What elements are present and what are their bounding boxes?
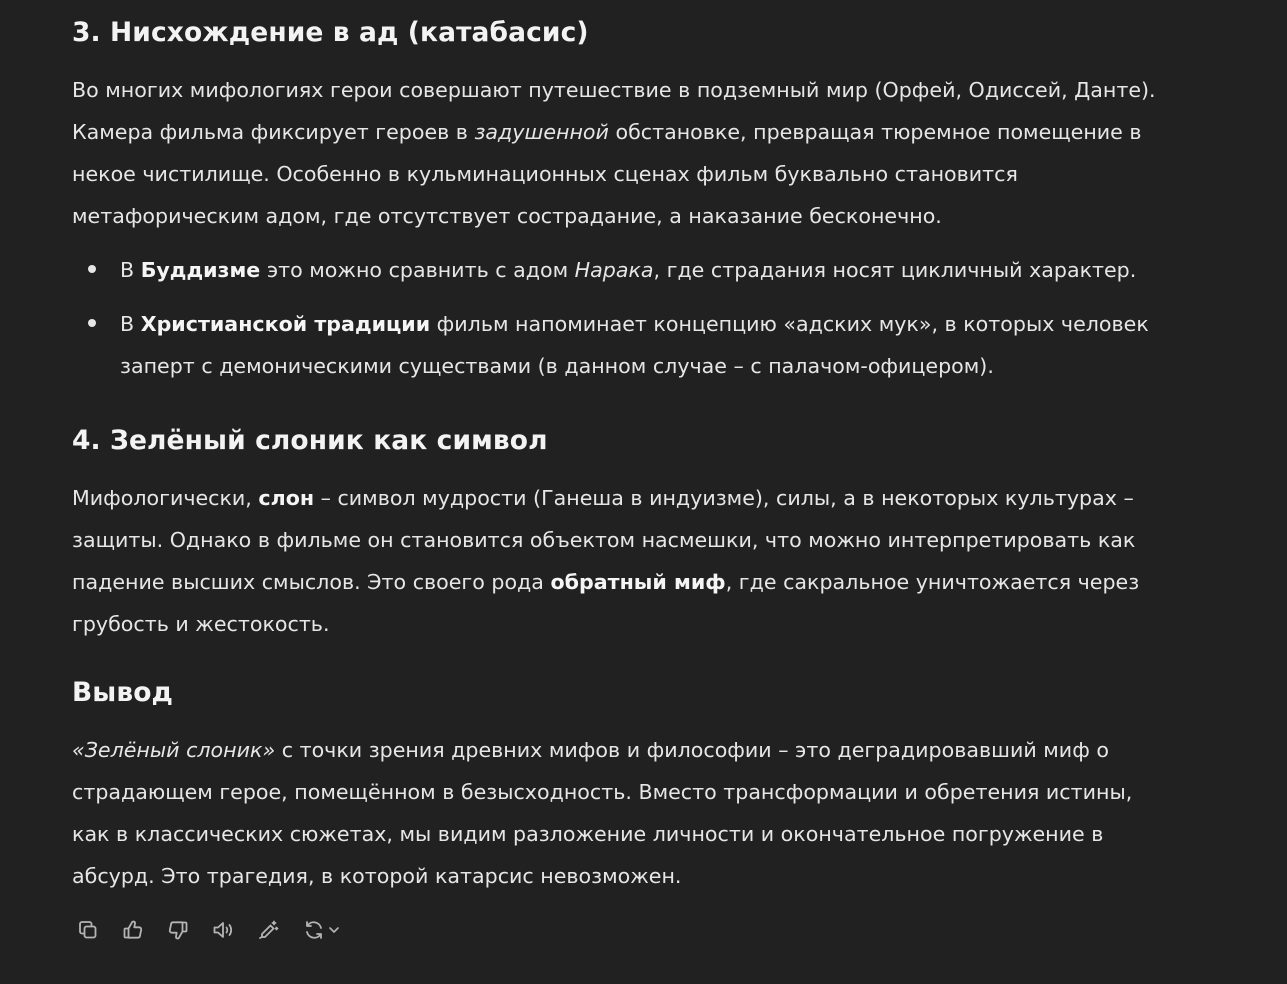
regenerate-button[interactable] bbox=[297, 914, 345, 946]
paragraph-katabasis bbox=[72, 69, 1172, 237]
italic-text: задушенной bbox=[474, 120, 609, 144]
text-run: , где страдания носят цикличный характер. bbox=[653, 258, 1137, 282]
bold-text: обратный миф bbox=[550, 570, 726, 594]
regenerate-icon bbox=[302, 918, 326, 942]
section-heading-conclusion: Вывод bbox=[72, 677, 174, 708]
list-item bbox=[72, 249, 1172, 291]
text-run: с точки зрения древних мифов и философии – это деградировавший миф о страдающем герое, помещённом в безысходность. Вместо трансформации и обретения истины, как в классических сюжетах, мы видим разложение личности и окончательное погружение в абсурд. Это трагедия, в которой катарсис невозможен. bbox=[72, 738, 1133, 888]
edit-icon bbox=[256, 918, 280, 942]
paragraph-green-elephant bbox=[72, 477, 1172, 645]
text-run: обстановке, превращая тюремное помещение в некое чистилище. Особенно в кульминационных сценах фильм буквально становится метафорическим адом, где отсутствует сострадание, а наказание бесконечно. bbox=[72, 120, 1142, 228]
edit-canvas-button[interactable] bbox=[252, 914, 284, 946]
good-response-button[interactable] bbox=[117, 914, 149, 946]
section-heading-green-elephant: 4. Зелёный слоник как символ bbox=[72, 425, 548, 456]
text-run: , где сакральное уничтожается через грубость и жестокость. bbox=[72, 570, 1140, 636]
read-aloud-icon bbox=[211, 918, 235, 942]
bullet-list bbox=[72, 249, 1172, 387]
thumbs-up-icon bbox=[121, 918, 145, 942]
bold-text: слон bbox=[258, 486, 315, 510]
section-heading-katabasis: 3. Нисхождение в ад (катабасис) bbox=[72, 17, 589, 48]
bold-text: Буддизме bbox=[140, 258, 261, 282]
italic-text: Нарака bbox=[574, 258, 654, 282]
message-action-bar bbox=[72, 914, 358, 946]
paragraph-conclusion bbox=[72, 729, 1172, 897]
bad-response-button[interactable] bbox=[162, 914, 194, 946]
text-run: В bbox=[120, 312, 141, 336]
read-aloud-button[interactable] bbox=[207, 914, 239, 946]
text-run: это можно сравнить с адом bbox=[260, 258, 575, 282]
thumbs-down-icon bbox=[166, 918, 190, 942]
text-run: Мифологически, bbox=[72, 486, 259, 510]
copy-icon bbox=[76, 918, 100, 942]
italic-text: «Зелёный слоник» bbox=[72, 738, 276, 762]
text-run: – символ мудрости (Ганеша в индуизме), силы, а в некоторых культурах – защиты. Однако в фильме он становится объектом насмешки, что можно интерпретировать как падение высших смыслов. Это своего рода bbox=[72, 486, 1136, 594]
chevron-down-icon bbox=[327, 923, 341, 937]
text-run: В bbox=[120, 258, 141, 282]
text-run: Во многих мифологиях герои совершают путешествие в подземный мир (Орфей, Одиссей, Данте). Камера фильма фиксирует героев в bbox=[72, 78, 1156, 144]
copy-button[interactable] bbox=[72, 914, 104, 946]
bold-text: Христианской традиции bbox=[140, 312, 431, 336]
text-run: фильм напоминает концепцию «адских мук», в которых человек заперт с демоническими существами (в данном случае – с палачом-офицером). bbox=[120, 312, 1149, 378]
list-item bbox=[72, 303, 1172, 387]
